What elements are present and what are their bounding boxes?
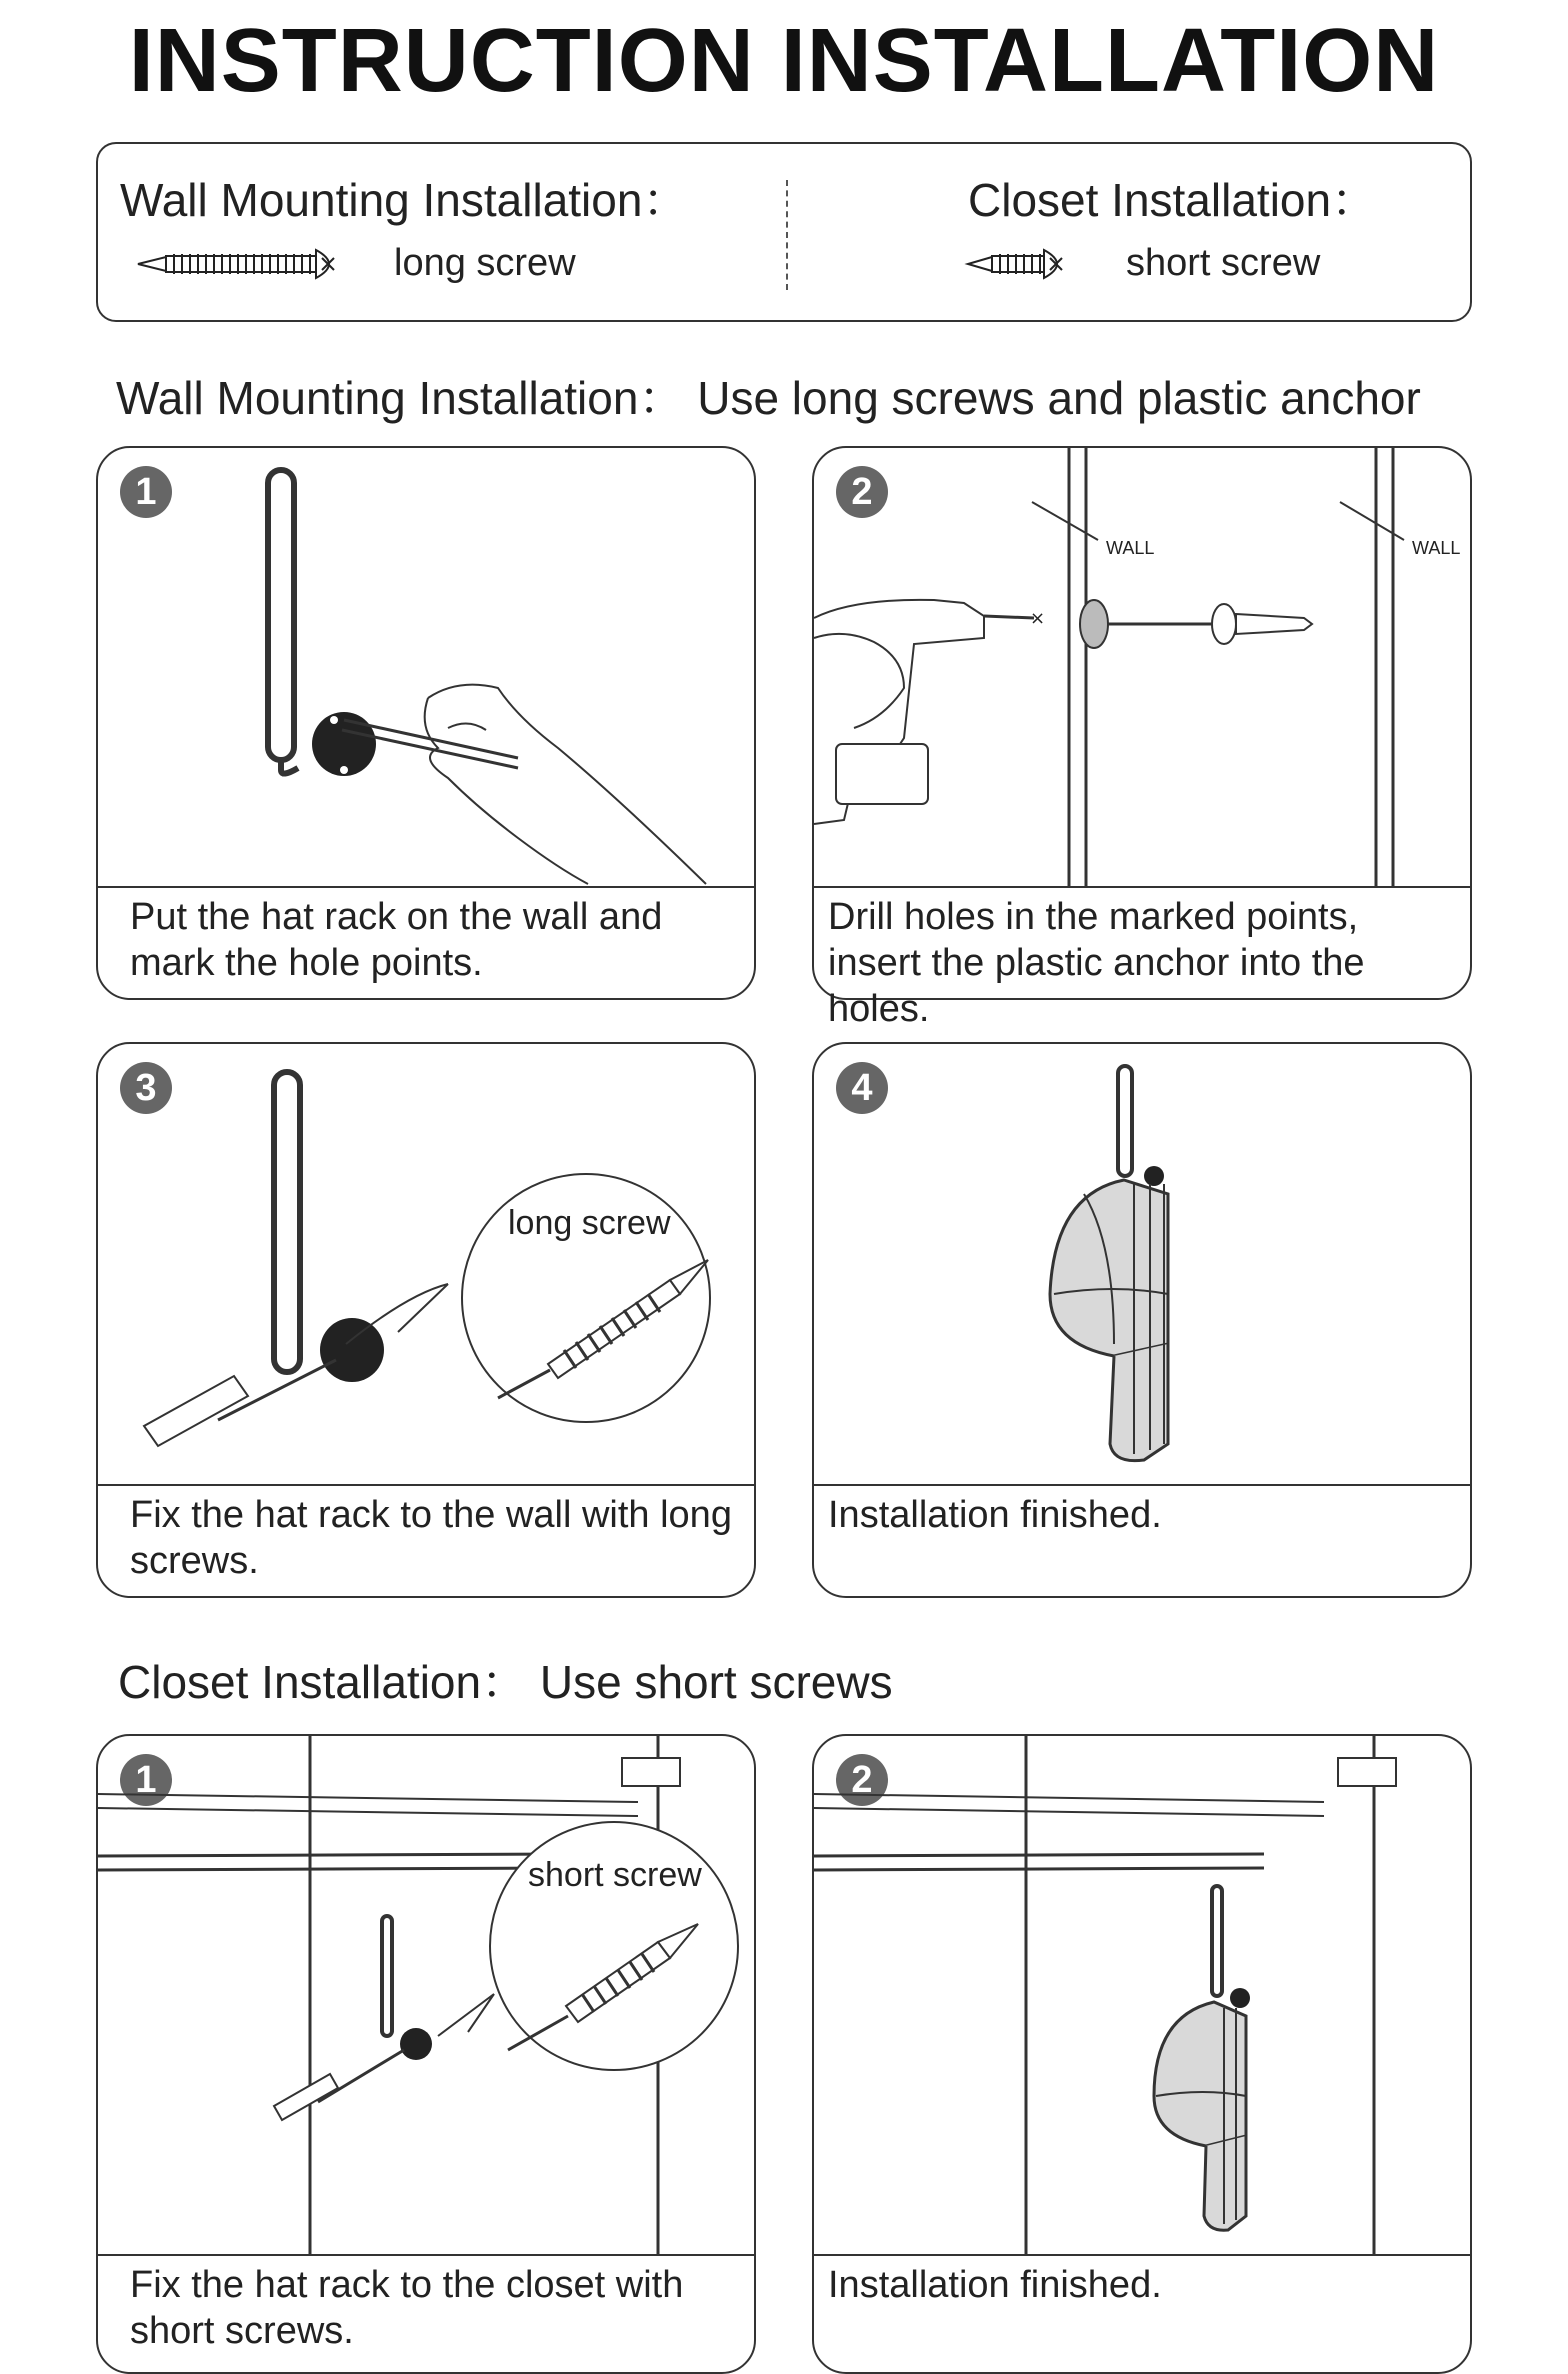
wall-step-3-text: Fix the hat rack to the wall with long screws. <box>130 1494 732 1582</box>
wall-step-4-text: Installation finished. <box>828 1494 1162 1536</box>
svg-text:×: × <box>1030 608 1046 629</box>
finished-wall-illustration <box>814 1044 1470 1486</box>
step-number-badge: 4 <box>836 1062 888 1114</box>
wall-label-b: WALL <box>1412 538 1461 558</box>
legend-short-screw-label: short screw <box>1126 242 1321 284</box>
closet-step-1-text: Fix the hat rack to the closet with short screws. <box>130 2264 684 2352</box>
closet-step-2-text: Installation finished. <box>828 2264 1162 2306</box>
step-number-badge: 1 <box>120 1754 172 1806</box>
wall-step-4-card <box>812 1042 1472 1598</box>
wall-step-2-card <box>812 446 1472 1030</box>
page-title: INSTRUCTION INSTALLATION <box>128 11 1440 111</box>
closet-fix-illustration <box>98 1736 754 2256</box>
wall-section-heading: Wall Mounting Installation： Use long screws and plastic anchor <box>116 372 1421 424</box>
finished-closet-illustration <box>814 1736 1470 2256</box>
closet-step-1-card <box>96 1734 756 2374</box>
long-screw-callout: long screw <box>508 1204 671 1242</box>
step-number-badge: 3 <box>120 1062 172 1114</box>
legend-wall-heading: Wall Mounting Installation： <box>120 174 689 226</box>
short-screw-icon <box>966 244 1076 284</box>
wall-step-1-text: Put the hat rack on the wall and mark the hole points. <box>130 896 663 984</box>
mark-holes-illustration <box>98 448 754 888</box>
legend-closet-heading: Closet Installation： <box>968 174 1378 226</box>
closet-section-heading: Closet Installation： Use short screws <box>118 1656 893 1708</box>
drill-holes-illustration <box>814 448 1470 888</box>
screw-legend <box>96 142 1472 322</box>
long-screw-icon <box>136 244 346 284</box>
step-number-badge: 2 <box>836 1754 888 1806</box>
fix-screws-illustration <box>98 1044 754 1486</box>
step-number-badge: 1 <box>120 466 172 518</box>
wall-step-1-card <box>96 446 756 1000</box>
closet-step-2-card <box>812 1734 1472 2374</box>
wall-label-a: WALL <box>1106 538 1155 558</box>
wall-step-3-card <box>96 1042 756 1598</box>
step-number-badge: 2 <box>836 466 888 518</box>
short-screw-callout: short screw <box>528 1856 702 1894</box>
wall-step-2-text: Drill holes in the marked points, insert the plastic anchor into the holes. <box>828 896 1365 1030</box>
legend-divider <box>786 180 788 290</box>
legend-long-screw-label: long screw <box>394 242 576 284</box>
